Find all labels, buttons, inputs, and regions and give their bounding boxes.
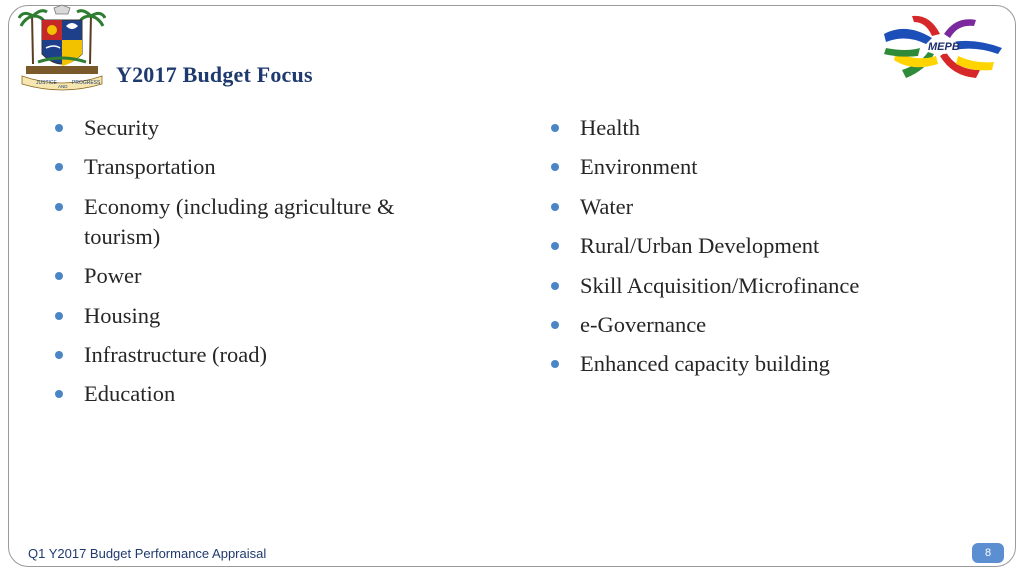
bullet-dot-icon <box>55 312 63 320</box>
list-item-label: Power <box>84 263 142 289</box>
list-item-label: Rural/Urban Development <box>580 233 820 259</box>
list-item <box>548 310 948 340</box>
bullet-dot-icon <box>55 203 63 211</box>
list-item-label: Security <box>84 115 159 140</box>
footer-caption: Q1 Y2017 Budget Performance Appraisal <box>28 546 267 561</box>
bullet-dot-icon <box>55 272 63 280</box>
list-item <box>52 379 452 409</box>
left-bullet-list <box>52 113 452 419</box>
bullet-dot-icon <box>55 390 63 398</box>
list-item <box>52 301 452 331</box>
bullet-dot-icon <box>55 163 63 171</box>
list-item-label: Economy (including agriculture & tourism) <box>84 193 395 249</box>
list-item-label: Environment <box>580 154 698 180</box>
list-item-label: Infrastructure (road) <box>84 341 268 367</box>
bullet-dot-icon <box>551 360 559 368</box>
bullet-dot-icon <box>551 163 559 171</box>
bullet-dot-icon <box>551 321 559 329</box>
motto-right: PROGRESS <box>72 80 101 86</box>
list-item-label: e-Governance <box>580 311 707 337</box>
right-bullet-list <box>548 113 948 389</box>
state-coat-of-arms-icon <box>18 4 106 94</box>
list-item-label: Education <box>84 381 176 407</box>
motto-left: JUSTICE <box>36 80 57 86</box>
list-item-label: Housing <box>84 302 161 328</box>
list-item-label: Skill Acquisition/Microfinance <box>580 272 860 298</box>
bullet-dot-icon <box>55 351 63 359</box>
list-item <box>548 349 948 379</box>
list-item <box>52 261 452 291</box>
motto-mid: AND <box>58 84 68 89</box>
mepb-logo-text: MEPB <box>928 41 960 53</box>
list-item <box>548 271 948 301</box>
list-item-label: Transportation <box>84 154 216 180</box>
mepb-logo-icon <box>876 12 1008 84</box>
list-item <box>548 192 948 222</box>
list-item <box>52 340 452 370</box>
list-item-label: Health <box>580 115 640 140</box>
bullet-dot-icon <box>551 282 559 290</box>
list-item <box>52 113 452 143</box>
bullet-dot-icon <box>551 203 559 211</box>
list-item <box>52 192 444 252</box>
list-item-label: Water <box>580 193 634 219</box>
list-item <box>548 113 948 143</box>
bullet-dot-icon <box>55 124 63 132</box>
bullet-dot-icon <box>551 124 559 132</box>
list-item <box>52 152 452 182</box>
slide-title: Y2017 Budget Focus <box>116 62 313 87</box>
list-item-label: Enhanced capacity building <box>580 351 830 377</box>
list-item <box>548 152 948 182</box>
page-number-badge: 8 <box>972 543 1004 563</box>
bullet-dot-icon <box>551 242 559 250</box>
list-item <box>548 231 948 261</box>
